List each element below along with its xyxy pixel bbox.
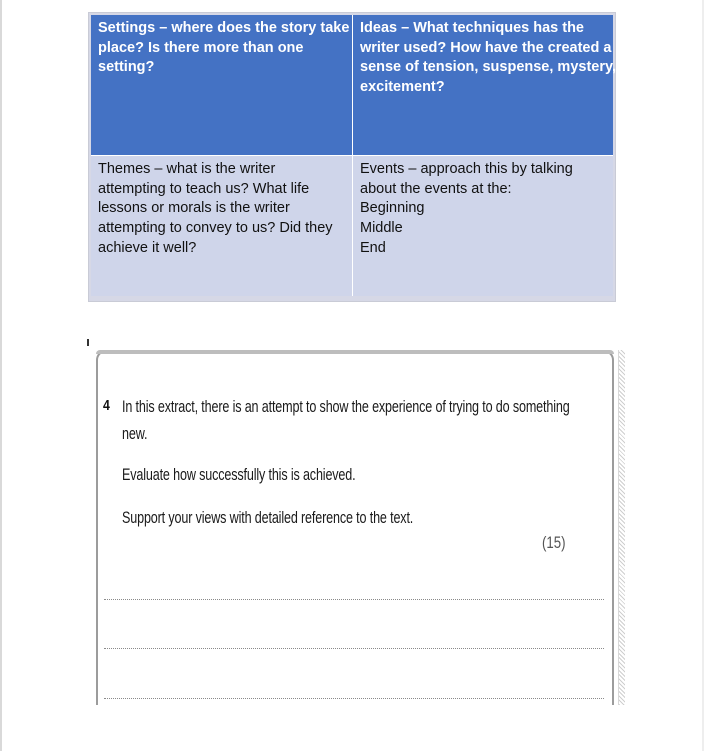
cell-line: End bbox=[360, 239, 386, 256]
stray-mark bbox=[87, 339, 89, 346]
marks-available: (15) bbox=[542, 533, 566, 552]
cell-line: lessons or morals is the writer bbox=[98, 200, 290, 217]
question-instruction-support: Support your views with detailed reference to the text. bbox=[122, 508, 414, 527]
cell-line: Beginning bbox=[360, 200, 425, 217]
margin-strip bbox=[618, 350, 625, 705]
cell-line: about the events at the: bbox=[360, 180, 512, 197]
question-text-line-2: new. bbox=[122, 424, 148, 443]
answer-line[interactable] bbox=[104, 599, 604, 600]
cell-line: place? Is there more than one bbox=[98, 39, 304, 56]
cell-line: attempting to convey to us? Did they bbox=[98, 220, 333, 237]
cell-line: setting? bbox=[98, 59, 155, 76]
cell-line: writer used? How have the created a bbox=[360, 39, 612, 56]
question-instruction-evaluate: Evaluate how successfully this is achieved. bbox=[122, 465, 356, 484]
page-left-edge bbox=[0, 0, 2, 751]
table-row-divider bbox=[91, 155, 613, 156]
cell-line: Events – approach this by talking bbox=[360, 161, 573, 177]
cell-line: Settings – where does the story take bbox=[98, 20, 350, 36]
cell-line: achieve it well? bbox=[98, 239, 197, 256]
cell-line: Middle bbox=[360, 220, 403, 237]
exam-card-top-border bbox=[96, 350, 614, 354]
answer-line[interactable] bbox=[104, 648, 604, 649]
cell-line: attempting to teach us? What life bbox=[98, 180, 310, 197]
table-cell-themes bbox=[91, 156, 353, 296]
answer-line[interactable] bbox=[104, 698, 604, 699]
cell-line: Ideas – What techniques has the bbox=[360, 20, 584, 36]
cell-line: sense of tension, suspense, mystery, bbox=[360, 59, 616, 76]
question-text-line-1: In this extract, there is an attempt to show the experience of trying to do something bbox=[122, 397, 570, 416]
page-cutoff bbox=[90, 705, 630, 751]
table-cell-events bbox=[353, 156, 613, 296]
story-analysis-table bbox=[88, 12, 616, 302]
question-number: 4 bbox=[103, 397, 110, 414]
cell-line: Themes – what is the writer bbox=[98, 161, 276, 177]
table-cell-settings bbox=[91, 15, 353, 156]
table-cell-ideas bbox=[353, 15, 616, 156]
cell-line: excitement? bbox=[360, 79, 445, 96]
